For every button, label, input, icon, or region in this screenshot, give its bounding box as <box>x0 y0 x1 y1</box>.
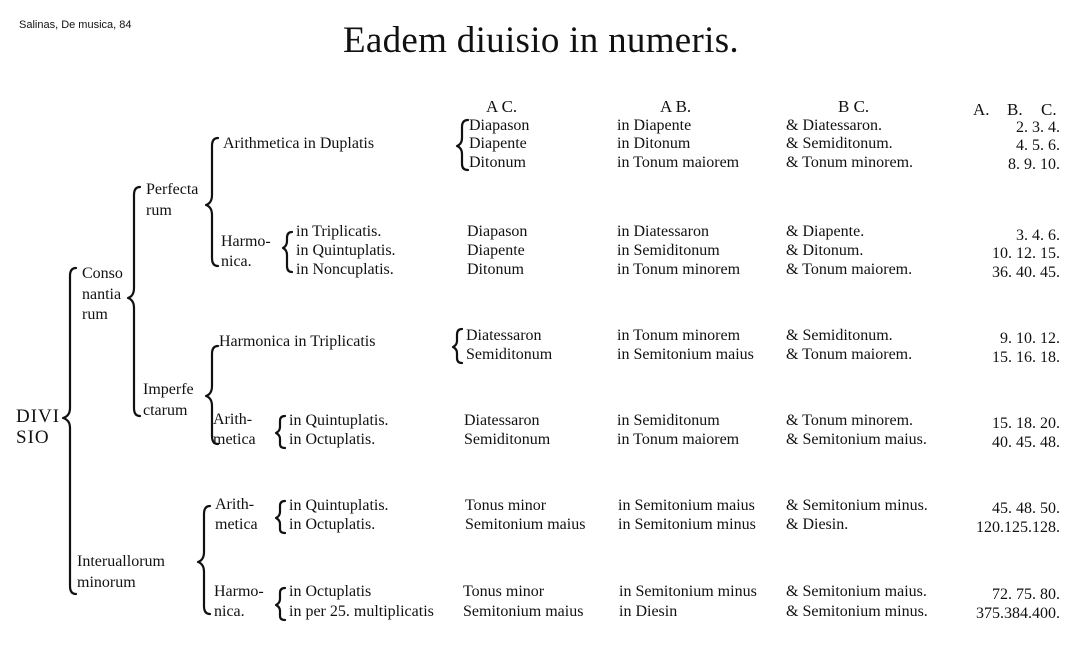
row-13-ac: Tonus minor <box>463 583 545 600</box>
row-13-bc: & Semitonium maius. <box>786 583 927 600</box>
harmonica-1-sub-2: in Quintuplatis. <box>296 242 396 259</box>
row-6-ac: Ditonum <box>467 261 524 278</box>
row-10-bc: & Semitonium maius. <box>786 431 927 448</box>
brace-rows-1 <box>457 120 468 170</box>
row-9-bc: & Tonum minorem. <box>786 412 914 429</box>
row-1-bc: & Diatessaron. <box>786 117 882 134</box>
row-5-ac: Diapente <box>467 242 525 259</box>
row-1-nums: 2. 3. 4. <box>1016 119 1060 136</box>
row-7-bc: & Semiditonum. <box>786 327 893 344</box>
arithmetica-3-line-1: Arith- <box>215 496 255 513</box>
header-a: A. <box>973 100 990 119</box>
row-7-ac: Diatessaron <box>466 327 542 344</box>
brace-arithmetica-2 <box>276 416 285 448</box>
brace-imperfectarum <box>206 346 218 444</box>
harmonica-3-line-2: nica. <box>214 603 245 620</box>
imperfectarum-line-2: ctarum <box>143 402 188 419</box>
row-14-ac: Semitonium maius <box>463 603 584 620</box>
brace-harmonica-3 <box>276 588 285 620</box>
arithmetica-3-sub-2: in Octuplatis. <box>289 516 376 533</box>
row-11-ab: in Semitonium maius <box>618 497 755 514</box>
row-10-ac: Semiditonum <box>464 431 551 448</box>
source-label: Salinas, De musica, 84 <box>19 19 132 31</box>
header-b: B. <box>1007 100 1023 119</box>
row-12-nums: 120.125.128. <box>976 519 1060 536</box>
consonantia-line-1: Conso <box>82 265 123 282</box>
arithmetica-2-line-1: Arith- <box>213 411 253 428</box>
row-3-ab: in Tonum maiorem <box>617 154 740 171</box>
row-11-bc: & Semitonium minus. <box>786 497 928 514</box>
row-12-bc: & Diesin. <box>786 516 849 533</box>
row-14-bc: & Semitonium minus. <box>786 603 928 620</box>
arithmetica-in-duplatis: Arithmetica in Duplatis <box>223 135 375 152</box>
arithmetica-3-sub-1: in Quintuplatis. <box>289 497 389 514</box>
row-9-ab: in Semiditonum <box>617 412 720 429</box>
interuallorum-line-1: Interuallorum <box>77 553 165 570</box>
row-5-ab: in Semiditonum <box>617 242 720 259</box>
root-divisio-line-2: SIO <box>16 427 50 448</box>
row-4-nums: 3. 4. 6. <box>1016 227 1060 244</box>
row-10-nums: 40. 45. 48. <box>992 434 1060 451</box>
brace-divisio <box>63 268 76 594</box>
consonantia-line-3: rum <box>82 306 108 323</box>
imperfectarum-line-1: Imperfe <box>143 381 194 398</box>
root-divisio-line-1: DIVI <box>16 406 61 427</box>
arithmetica-2-sub-2: in Octuplatis. <box>289 431 376 448</box>
row-3-bc: & Tonum minorem. <box>786 154 914 171</box>
brace-interuallorum <box>198 506 210 614</box>
header-ac: A C. <box>486 97 518 116</box>
row-7-ab: in Tonum minorem <box>617 327 741 344</box>
perfectarum-line-2: rum <box>146 202 172 219</box>
row-12-ab: in Semitonium minus <box>618 516 756 533</box>
harmonica-1-sub-3: in Noncuplatis. <box>296 261 394 278</box>
row-2-bc: & Semiditonum. <box>786 135 893 152</box>
row-4-ab: in Diatessaron <box>617 223 709 240</box>
row-8-ac: Semiditonum <box>466 346 553 363</box>
arithmetica-2-sub-1: in Quintuplatis. <box>289 412 389 429</box>
brace-harmonica-1 <box>283 232 292 272</box>
harmonica-3-sub-2: in per 25. multiplicatis <box>289 603 434 620</box>
header-c: C. <box>1041 100 1057 119</box>
row-10-ab: in Tonum maiorem <box>617 431 740 448</box>
arithmetica-3-line-2: metica <box>215 516 258 533</box>
consonantia-line-2: nantia <box>82 286 122 303</box>
row-9-nums: 15. 18. 20. <box>992 415 1060 432</box>
row-3-nums: 8. 9. 10. <box>1008 156 1060 173</box>
harmonica-in-triplicatis: Harmonica in Triplicatis <box>219 333 376 350</box>
row-6-bc: & Tonum maiorem. <box>786 261 913 278</box>
row-2-ab: in Ditonum <box>617 135 691 152</box>
perfectarum-line-1: Perfecta <box>146 181 199 198</box>
harmonica-3-sub-1: in Octuplatis <box>289 583 372 600</box>
brace-arithmetica-3 <box>276 501 285 533</box>
row-1-ab: in Diapente <box>617 117 692 134</box>
row-12-ac: Semitonium maius <box>465 516 586 533</box>
harmonica-1-line-1: Harmo- <box>221 233 271 250</box>
row-3-ac: Ditonum <box>469 154 526 171</box>
header-bc: B C. <box>838 97 870 116</box>
row-8-ab: in Semitonium maius <box>617 346 754 363</box>
brace-consonantia <box>128 187 140 416</box>
row-6-ab: in Tonum minorem <box>617 261 741 278</box>
row-7-nums: 9. 10. 12. <box>1000 330 1060 347</box>
row-11-nums: 45. 48. 50. <box>992 500 1060 517</box>
row-6-nums: 36. 40. 45. <box>992 264 1060 281</box>
row-14-nums: 375.384.400. <box>976 605 1060 622</box>
header-ab: A B. <box>660 97 692 116</box>
brace-perfectarum <box>206 138 218 266</box>
page-title: Eadem diuisio in numeris. <box>343 20 739 61</box>
row-13-ab: in Semitonium minus <box>619 583 757 600</box>
interuallorum-line-2: minorum <box>77 574 136 591</box>
harmonica-3-line-1: Harmo- <box>214 583 264 600</box>
row-1-ac: Diapason <box>469 117 530 134</box>
row-8-bc: & Tonum maiorem. <box>786 346 913 363</box>
row-14-ab: in Diesin <box>619 603 678 620</box>
row-4-ac: Diapason <box>467 223 528 240</box>
brace-rows-3 <box>453 329 462 363</box>
harmonica-1-sub-1: in Triplicatis. <box>296 223 382 240</box>
row-8-nums: 15. 16. 18. <box>992 349 1060 366</box>
row-4-bc: & Diapente. <box>786 223 865 240</box>
row-2-nums: 4. 5. 6. <box>1016 137 1060 154</box>
row-2-ac: Diapente <box>469 135 527 152</box>
row-5-nums: 10. 12. 15. <box>992 245 1060 262</box>
harmonica-1-line-2: nica. <box>221 253 252 270</box>
row-9-ac: Diatessaron <box>464 412 540 429</box>
row-5-bc: & Ditonum. <box>786 242 864 259</box>
arithmetica-2-line-2: metica <box>213 431 256 448</box>
row-11-ac: Tonus minor <box>465 497 547 514</box>
row-13-nums: 72. 75. 80. <box>992 586 1060 603</box>
